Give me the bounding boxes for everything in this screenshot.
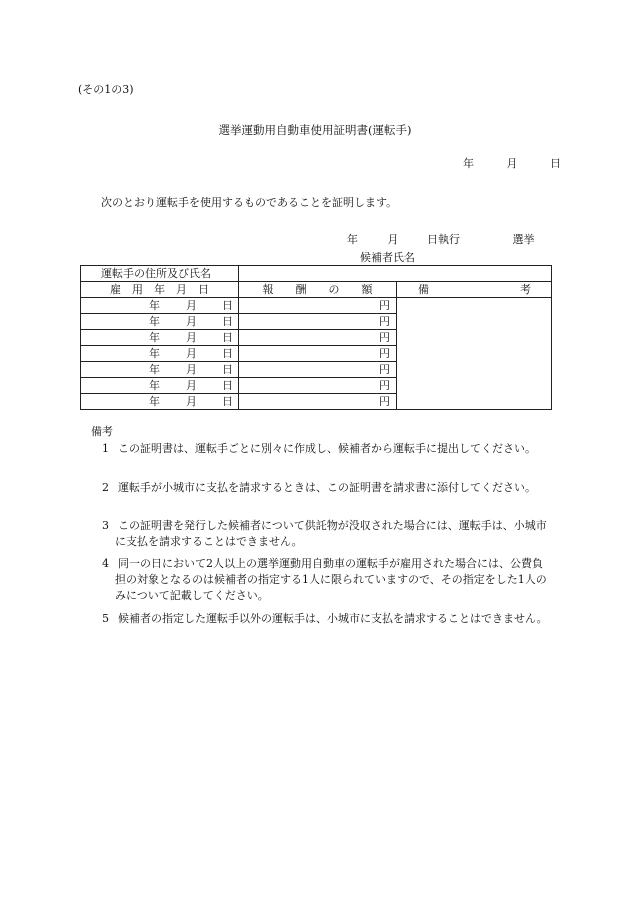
issue-day-label: 日 [550, 157, 561, 170]
note-number: 5 [102, 612, 109, 625]
month-label: 月 [186, 395, 197, 408]
yen-label: 円 [379, 395, 390, 408]
document-title: 選挙運動用自動車使用証明書(運転手) [218, 123, 412, 137]
note-number: 1 [102, 442, 109, 455]
payment-cell[interactable] [239, 394, 397, 410]
note-number: 3 [102, 519, 109, 532]
month-label: 月 [186, 363, 197, 376]
driver-label: 運転手の住所及び氏名 [81, 266, 239, 282]
employment-date-cell[interactable] [81, 314, 239, 330]
yen-label: 円 [379, 299, 390, 312]
year-label: 年 [149, 331, 160, 344]
employment-date-cell[interactable] [81, 330, 239, 346]
year-label: 年 [149, 395, 160, 408]
year-label: 年 [149, 363, 160, 376]
month-label: 月 [186, 315, 197, 328]
note-text: この証明書を発行した候補者について供託物が没収された場合には、運転手は、小城市に支払を請求することはできません。 [115, 519, 547, 548]
month-label: 月 [186, 347, 197, 360]
employment-date-cell[interactable] [81, 346, 239, 362]
note-text: 運転手が小城市に支払を請求するときは、この証明書を請求書に添付してください。 [118, 481, 536, 494]
election-month-label: 月 [387, 233, 399, 246]
payment-cell[interactable] [239, 362, 397, 378]
yen-label: 円 [379, 331, 390, 344]
issue-month-label: 月 [506, 157, 518, 170]
remarks-cell[interactable] [397, 298, 552, 410]
payment-cell[interactable] [239, 346, 397, 362]
day-label: 日 [222, 379, 233, 392]
note-item [102, 611, 552, 627]
day-label: 日 [222, 347, 233, 360]
note-number: 4 [102, 557, 109, 570]
issue-year-label: 年 [463, 157, 474, 170]
note-item [102, 441, 552, 457]
note-text: 同一の日において2人以上の選挙運動用自動車の運転手が雇用された場合には、公費負担の対象となるのは候補者の指定する1人に限られていますので、その指定をした1人のみについて記載してください。 [115, 557, 547, 602]
certification-statement: 次のとおり運転手を使用するものであることを証明します。 [101, 196, 398, 209]
page-number: (その1の3) [78, 83, 134, 96]
election-line [347, 231, 535, 247]
employment-date-cell[interactable] [81, 298, 239, 314]
table-row [81, 298, 552, 314]
day-label: 日 [222, 299, 233, 312]
day-label: 日 [222, 315, 233, 328]
notes-title: 備考 [91, 425, 113, 438]
note-item [102, 480, 552, 496]
note-number: 2 [102, 481, 109, 494]
header-remarks-1: 備 [418, 283, 429, 296]
day-label: 日 [222, 363, 233, 376]
header-remarks [397, 282, 552, 298]
header-remarks-2: 考 [520, 283, 531, 296]
month-label: 月 [186, 379, 197, 392]
year-label: 年 [149, 347, 160, 360]
month-label: 月 [186, 331, 197, 344]
year-label: 年 [149, 299, 160, 312]
issue-date [463, 155, 561, 171]
yen-label: 円 [379, 363, 390, 376]
payment-cell[interactable] [239, 378, 397, 394]
month-label: 月 [186, 299, 197, 312]
candidate-name-label: 候補者氏名 [360, 251, 415, 264]
header-payment: 報 酬 の 額 [239, 282, 397, 298]
note-text: 候補者の指定した運転手以外の運転手は、小城市に支払を請求することはできません。 [118, 612, 548, 625]
employment-date-cell[interactable] [81, 362, 239, 378]
payment-cell[interactable] [239, 314, 397, 330]
year-label: 年 [149, 315, 160, 328]
employment-date-cell[interactable] [81, 394, 239, 410]
note-item [102, 556, 552, 604]
note-item [102, 518, 552, 550]
driver-row [81, 266, 552, 282]
election-year-label: 年 [347, 233, 358, 246]
driver-table [80, 265, 552, 410]
payment-cell[interactable] [239, 298, 397, 314]
day-label: 日 [222, 395, 233, 408]
yen-label: 円 [379, 315, 390, 328]
employment-date-cell[interactable] [81, 378, 239, 394]
year-label: 年 [149, 379, 160, 392]
election-day-exec-label: 日執行 [427, 233, 460, 246]
yen-label: 円 [379, 379, 390, 392]
day-label: 日 [222, 331, 233, 344]
note-text: この証明書は、運転手ごとに別々に作成し、候補者から運転手に提出してください。 [118, 442, 536, 455]
yen-label: 円 [379, 347, 390, 360]
header-employment-date: 雇 用 年 月 日 [81, 282, 239, 298]
driver-input[interactable] [239, 266, 552, 282]
election-name-label: 選挙 [512, 233, 535, 246]
payment-cell[interactable] [239, 330, 397, 346]
header-row [81, 282, 552, 298]
